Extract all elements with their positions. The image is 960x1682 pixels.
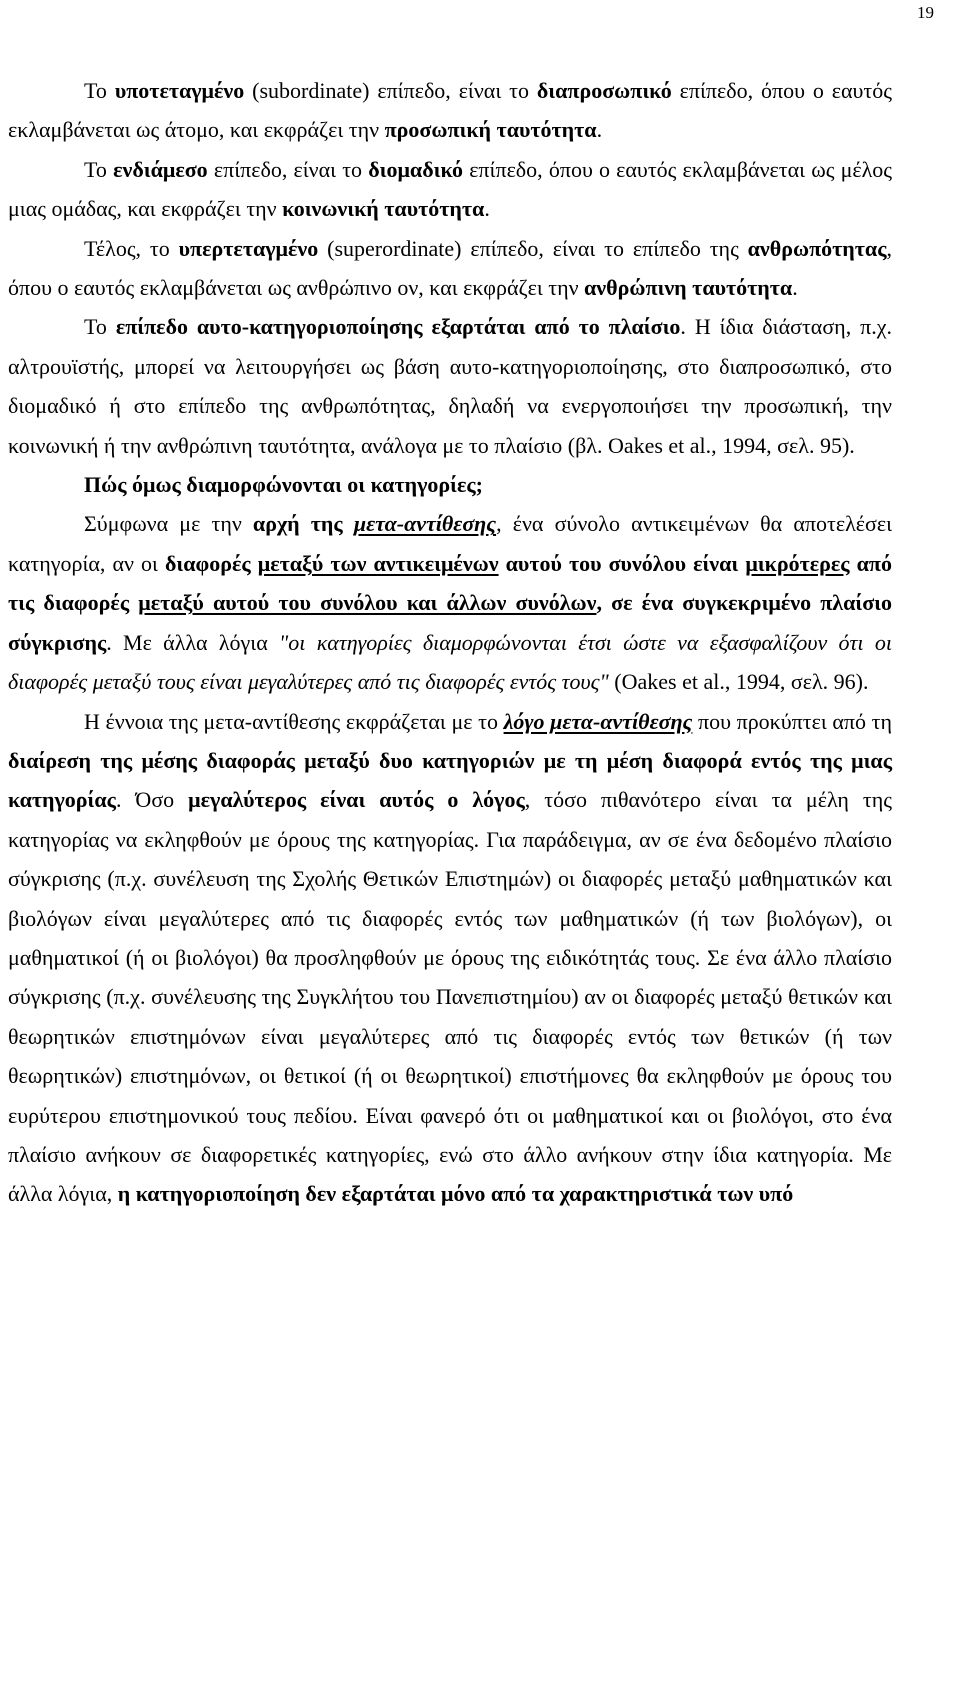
term-interpersonal: διαπροσωπικό — [536, 78, 672, 103]
text-run: Σύμφωνα με την — [84, 511, 253, 537]
document-body — [8, 71, 892, 1214]
term-meta-contrast: μετα-αντίθεσης — [353, 511, 497, 537]
text-run: Το — [84, 314, 116, 340]
paragraph-meta-contrast-ratio — [8, 702, 892, 1214]
text-run: (superordinate) επίπεδο, είναι το επίπεδο της — [318, 235, 748, 261]
emphasis-of-set: αυτού του συνόλου είναι — [498, 550, 746, 576]
text-run: Η έννοια της μετα-αντίθεσης εκφράζεται με το — [84, 708, 504, 734]
key-statement-context: επίπεδο αυτο-κατηγοριοποίησης εξαρτάται από το πλαίσιο — [115, 314, 681, 340]
emphasis-smaller: μικρότερες — [745, 550, 850, 576]
text-run: , ένα σύνολο αντικειμένων θα αποτελέσει κατηγορία, αν οι — [8, 511, 892, 576]
paragraph-meta-contrast-principle — [8, 504, 892, 701]
text-run: Το — [84, 156, 114, 182]
text-run: επίπεδο, όπου ο εαυτός εκλαμβάνεται ως άτομο, και εκφράζει την — [8, 78, 892, 143]
term-human-identity: ανθρώπινη ταυτότητα — [584, 275, 793, 301]
text-run: , τόσο πιθανότερο είναι τα μέλη της κατηγορίας να εκληφθούν με όρους της κατηγορίας. Για παράδειγμα, αν σε ένα δεδομένο πλαίσιο σύγκρισης (π.χ. συνέλευση της Σχολής Θετικών Επιστημών) οι διαφορές μεταξύ μαθηματικών και βιολόγων είναι μεγαλύτερες από τις διαφορές εντός των μαθηματικών (ή των βιολόγων), οι μαθηματικοί (ή οι βιολόγοι) θα προσληφθούν με όρους της ειδικότητάς τους. Σε ένα άλλο πλαίσιο σύγκρισης (π.χ. συνέλευσης της Συγκλήτου του Πανεπιστημίου) αν οι διαφορές μεταξύ θετικών και θεωρητικών επιστημόνων είναι μεγαλύτερες από τις διαφορές εντός των θετικών (ή των θεωρητικών) επιστημόνων, οι θετικοί (ή οι θεωρητικοί) επιστήμονες θα εκληφθούν με όρους του ευρύτερου επιστημονικού τους πεδίου. Είναι φανερό ότι οι μαθηματικοί και οι βιολόγοι, στο ένα πλαίσιο ανήκουν σε διαφορετικές κατηγορίες, ενώ στο άλλο ανήκουν στην ίδια κατηγορία. Με άλλα λόγια, — [8, 787, 892, 1207]
text-run: που προκύπτει από τη — [692, 708, 892, 734]
text-run: . — [484, 196, 490, 222]
text-run: . Όσο — [115, 787, 189, 813]
emphasis-between-objects: μεταξύ των αντικειμένων — [257, 550, 499, 576]
emphasis-ratio-definition: διαίρεση της μέσης διαφοράς μεταξύ δυο κατηγοριών με τη μέση διαφορά εντός της μιας κατηγορίας — [8, 747, 892, 813]
page-number: 19 — [917, 3, 934, 22]
text-run: . — [792, 275, 798, 301]
text-run: επίπεδο, όπου ο εαυτός εκλαμβάνεται ως μέλος μιας ομάδας, και εκφράζει την — [8, 156, 892, 222]
paragraph-intermediate-level — [8, 150, 892, 229]
text-run: (subordinate) επίπεδο, είναι το — [244, 78, 537, 103]
emphasis-than-differences: από τις διαφορές — [8, 550, 892, 616]
emphasis-larger-ratio: μεγαλύτερος είναι αυτός ο λόγος — [188, 787, 525, 813]
text-run: , όπου ο εαυτός εκλαμβάνεται ως ανθρώπινο ον, και εκφράζει την — [8, 235, 892, 301]
quotation: "οι κατηγορίες διαμορφώνονται έτσι ώστε να εξασφαλίζουν ότι οι διαφορές μεταξύ τους είναι μεγαλύτερες από τις διαφορές εντός τους" — [8, 629, 892, 695]
paragraph-superordinate-level — [8, 229, 892, 308]
term-superordinate: υπερτεταγμένο — [178, 235, 319, 261]
emphasis-differences: διαφορές — [165, 550, 258, 576]
term-personal-identity: προσωπική ταυτότητα — [384, 117, 597, 143]
section-heading: Πώς όμως διαμορφώνονται οι κατηγορίες; — [84, 472, 483, 498]
emphasis-comparison-context: , σε ένα συγκεκριμένο πλαίσιο σύγκρισης — [8, 590, 893, 655]
term-intergroup: διομαδικό — [368, 156, 464, 182]
term-meta-contrast-ratio: λόγο μετα-αντίθεσης — [503, 708, 693, 734]
text-run: Τέλος, το — [84, 235, 179, 261]
text-run: . — [596, 117, 603, 143]
term-principle-of: αρχή της — [252, 511, 354, 537]
paragraph-subordinate-level — [8, 71, 892, 150]
text-run: Το — [84, 78, 115, 103]
term-humanity: ανθρωπότητας — [747, 235, 887, 261]
citation: (Oakes et al., 1994, σελ. 96). — [608, 669, 869, 695]
text-run: . Η ίδια διάσταση, π.χ. αλτρουϊστής, μπορεί να λειτουργήσει ως βάση αυτο-κατηγοριοποίησης, στο διαπροσωπικό, στο διομαδικό ή στο επίπεδο της ανθρωπότητας, δηλαδή να ενεργοποιήσει την προσωπική, την κοινωνική ή την ανθρώπινη ταυτότητα, ανάλογα με το πλαίσιο (βλ. Oakes et al., 1994, σελ. 95). — [8, 314, 892, 458]
text-run: επίπεδο, είναι το — [207, 156, 369, 182]
term-intermediate: ενδιάμεσο — [113, 156, 208, 182]
term-subordinate: υποτεταγμένο — [114, 78, 245, 103]
paragraph-context-dependence — [8, 307, 892, 465]
term-social-identity: κοινωνική ταυτότητα — [282, 196, 485, 222]
text-run: . Με άλλα λόγια — [106, 629, 280, 655]
emphasis-between-sets: μεταξύ αυτού του συνόλου και άλλων συνόλων — [138, 590, 597, 616]
emphasis-categorization-not-only: η κατηγοριοποίηση δεν εξαρτάται μόνο από τα χαρακτηριστικά των υπό — [117, 1181, 794, 1207]
